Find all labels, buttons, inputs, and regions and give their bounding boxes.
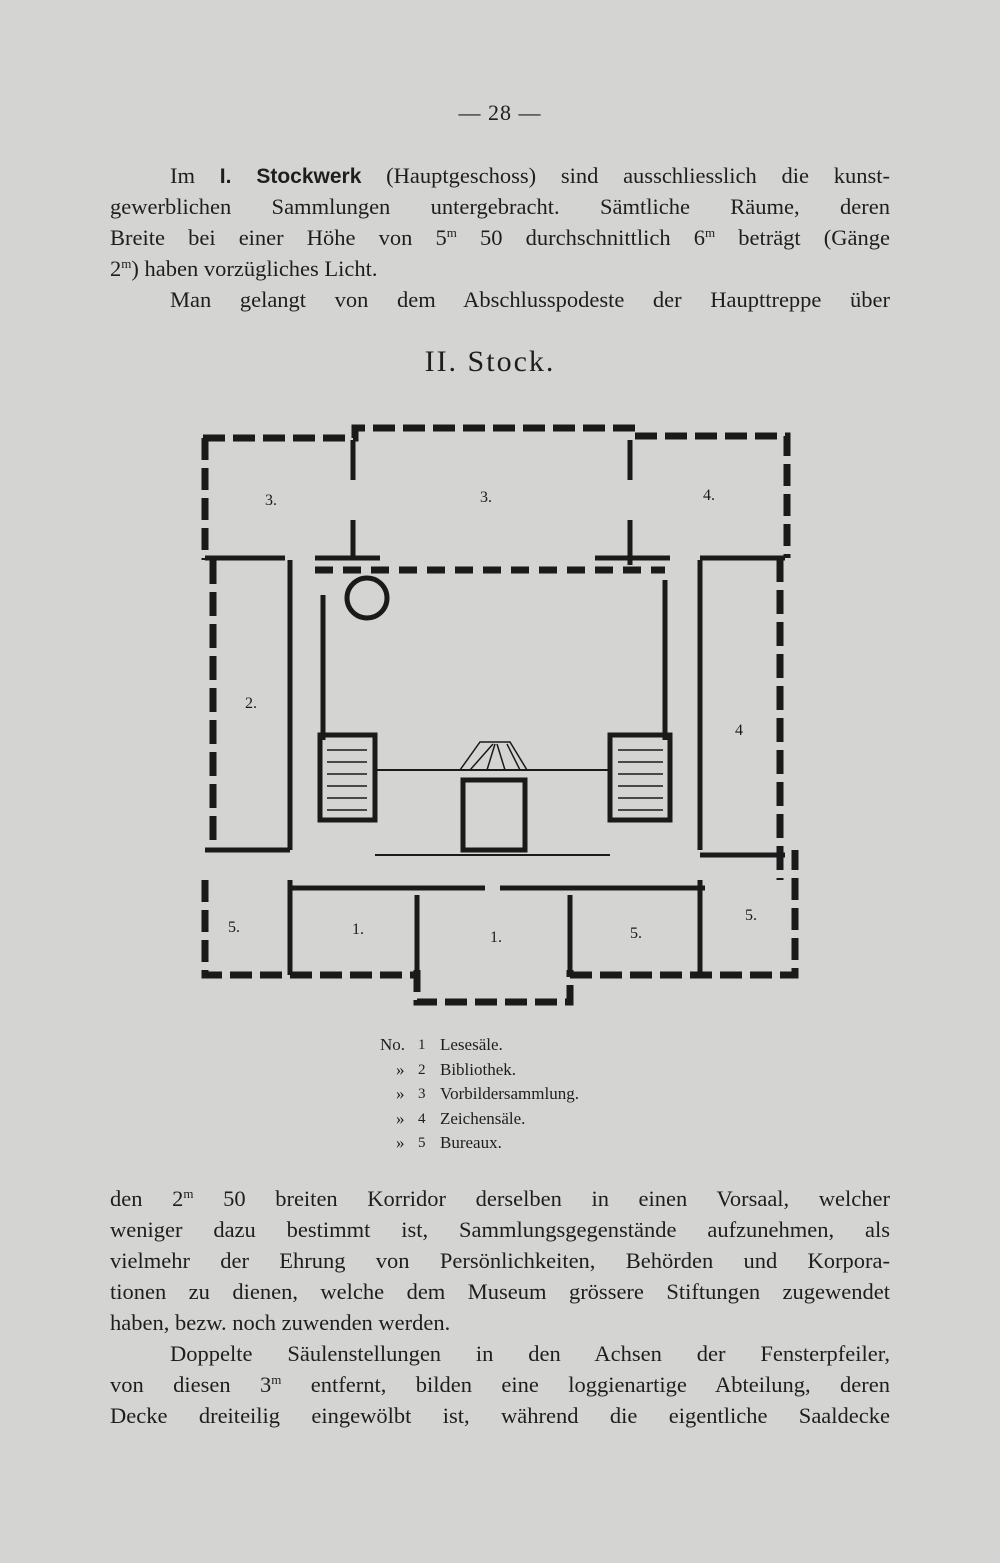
text-run: Breite bei einer Höhe von 5 bbox=[110, 225, 447, 250]
central-hall bbox=[463, 780, 525, 850]
legend-prefix: » bbox=[396, 1059, 405, 1079]
legend-prefix: » bbox=[396, 1133, 405, 1152]
legend-row bbox=[380, 1082, 579, 1107]
legend-number: 4 bbox=[418, 1110, 426, 1127]
unit-superscript: m bbox=[446, 225, 457, 240]
legend-number: 3 bbox=[418, 1086, 426, 1102]
room-label: 5. bbox=[228, 919, 240, 936]
paragraph-2-line-5: tionen zu dienen, welche dem Museum grössere Stiftungen zugewendet bbox=[110, 1279, 890, 1304]
legend-label: Lesesäle. bbox=[440, 1035, 503, 1054]
legend-prefix: No. bbox=[380, 1035, 406, 1054]
room-label: 4 bbox=[735, 722, 743, 739]
paragraph-3-line-1: Doppelte Säulenstellungen in den Achsen der Fensterpfeiler, bbox=[170, 1341, 890, 1366]
unit-superscript: m bbox=[704, 225, 716, 240]
room-label: 3. bbox=[265, 492, 277, 509]
paragraph-1-line-1 bbox=[170, 160, 890, 192]
legend-row bbox=[380, 1033, 579, 1058]
room-label: 1. bbox=[352, 921, 364, 938]
partition bbox=[290, 560, 700, 850]
paragraph-1-line-3 bbox=[110, 222, 890, 253]
paragraph-2-line-1: Man gelangt von dem Abschlusspodeste der Haupttreppe über bbox=[170, 287, 890, 312]
legend-prefix: » bbox=[396, 1084, 405, 1103]
text-run: 50 durchschnittlich 6 bbox=[456, 225, 705, 250]
paragraph-2-line-6: haben, bezw. noch zuwenden werden. bbox=[110, 1310, 451, 1335]
courtyard-side-wall bbox=[323, 580, 665, 740]
figure-title: II. Stock. bbox=[424, 345, 556, 378]
paragraph-1-line-2: gewerblichen Sammlungen untergebracht. Sämtliche Räume, deren bbox=[110, 194, 890, 219]
legend-row bbox=[380, 1131, 579, 1156]
legend-number: 2 bbox=[418, 1061, 426, 1078]
room-label: 4. bbox=[703, 487, 715, 504]
text-run: von diesen 3 bbox=[110, 1372, 272, 1397]
paragraph-1-line-4 bbox=[110, 253, 890, 284]
page-number: — 28 — bbox=[458, 100, 542, 125]
floor-plan bbox=[195, 410, 805, 1020]
legend-label: Vorbildersammlung. bbox=[440, 1084, 579, 1103]
legend-row bbox=[380, 1107, 579, 1132]
text-run: den 2 bbox=[110, 1186, 184, 1211]
outer-wall-top-left bbox=[203, 428, 787, 558]
legend-label: Bureaux. bbox=[440, 1133, 502, 1152]
text-run: beträgt (Gänge bbox=[715, 225, 891, 250]
unit-superscript: m bbox=[121, 256, 132, 271]
paragraph-3-line-3: Decke dreiteilig eingewölbt ist, während die eigentliche Saaldecke bbox=[110, 1403, 890, 1428]
figure-legend bbox=[380, 1033, 579, 1156]
text-run: ) haben vorzügliches Licht. bbox=[131, 256, 378, 281]
legend-prefix: » bbox=[396, 1108, 405, 1128]
room-label: 5. bbox=[630, 925, 642, 942]
room-label: 2. bbox=[245, 695, 257, 712]
legend-number: 5 bbox=[418, 1135, 426, 1151]
text-run: (Hauptgeschoss) sind ausschliesslich die kunst- bbox=[361, 163, 891, 188]
unit-superscript: m bbox=[271, 1372, 282, 1387]
legend-label: Zeichensäle. bbox=[440, 1108, 526, 1128]
unit-superscript: m bbox=[183, 1186, 194, 1201]
spiral-stair bbox=[347, 578, 387, 618]
bold-heading-run: I. Stockwerk bbox=[219, 165, 362, 188]
vestibule-line bbox=[375, 770, 610, 855]
text-run: 2 bbox=[110, 256, 122, 281]
central-stair-fan bbox=[460, 742, 527, 770]
paragraph-2-line-4: vielmehr der Ehrung von Persönlichkeiten, Behörden und Korpora- bbox=[110, 1248, 890, 1273]
paragraph-2-line-2 bbox=[110, 1183, 890, 1214]
paragraph-3-line-2 bbox=[110, 1369, 890, 1400]
room-label: 5. bbox=[745, 907, 757, 924]
bottom-wall-right bbox=[570, 850, 795, 975]
room-label: 1. bbox=[490, 929, 502, 946]
paragraph-2-line-3: weniger dazu bestimmt ist, Sammlungsgegenstände aufzunehmen, als bbox=[110, 1217, 890, 1242]
legend-number: 1 bbox=[418, 1037, 426, 1053]
legend-row bbox=[380, 1058, 579, 1083]
legend-label: Bibliothek. bbox=[440, 1059, 517, 1079]
text-run: Im bbox=[170, 163, 220, 188]
text-run: 50 breiten Korridor derselben in einen Vorsaal, welcher bbox=[193, 1186, 890, 1211]
room-label: 3. bbox=[480, 489, 492, 506]
text-run: entfernt, bilden eine loggienartige Abteilung, deren bbox=[281, 1372, 890, 1397]
bottom-projection bbox=[417, 970, 570, 1002]
